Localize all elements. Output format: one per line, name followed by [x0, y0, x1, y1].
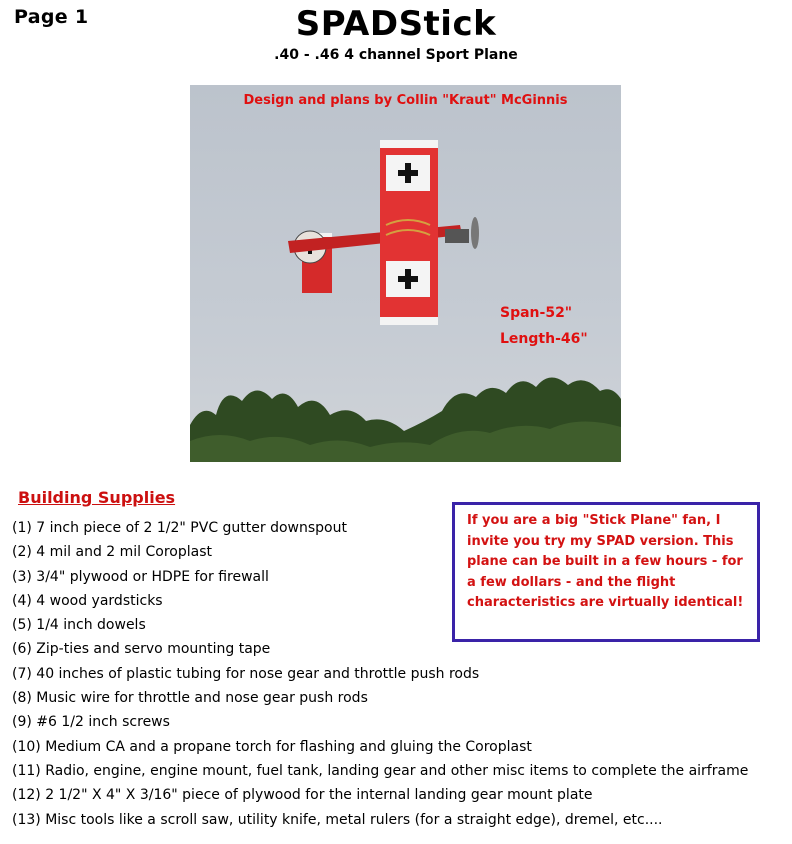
wing-span-label: Span-52": [500, 305, 573, 321]
length-label: Length-46": [500, 331, 588, 347]
spad-note-box: If you are a big "Stick Plane" fan, I invite you try my SPAD version. This plane can be built in a few hours - for a few dollars - and the flight characteristics are virtually identical!: [452, 502, 760, 642]
page-subtitle: .40 - .46 4 channel Sport Plane: [274, 47, 518, 63]
main-wing: [380, 140, 438, 325]
list-item: (4) 4 wood yardsticks: [12, 592, 163, 609]
list-item: (10) Medium CA and a propane torch for flashing and gluing the Coroplast: [12, 738, 532, 755]
supplies-heading: Building Supplies: [18, 488, 176, 507]
airplane-illustration: [190, 85, 621, 462]
list-item: (11) Radio, engine, engine mount, fuel tank, landing gear and other misc items to complete the airframe: [12, 762, 749, 779]
list-item: (7) 40 inches of plastic tubing for nose gear and throttle push rods: [12, 665, 480, 682]
photo-credit: Design and plans by Collin "Kraut" McGinnis: [243, 93, 568, 108]
page-title: SPADStick: [295, 4, 497, 44]
treeline: [190, 377, 621, 462]
list-item: (8) Music wire for throttle and nose gear push rods: [12, 690, 368, 707]
list-item: (6) Zip-ties and servo mounting tape: [12, 641, 271, 658]
list-item: (5) 1/4 inch dowels: [12, 617, 146, 634]
list-item: (9) #6 1/2 inch screws: [12, 714, 170, 731]
list-item: (12) 2 1/2" X 4" X 3/16" piece of plywood for the internal landing gear mount plate: [12, 787, 593, 804]
airplane-photo: [190, 85, 621, 462]
list-item: (1) 7 inch piece of 2 1/2" PVC gutter downspout: [12, 520, 347, 536]
page-number: Page 1: [14, 6, 89, 28]
list-item: (2) 4 mil and 2 mil Coroplast: [12, 544, 213, 561]
list-item: (3) 3/4" plywood or HDPE for firewall: [12, 568, 269, 585]
list-item: (13) Misc tools like a scroll saw, utility knife, metal rulers (for a straight edge), dremel, etc....: [12, 811, 663, 828]
